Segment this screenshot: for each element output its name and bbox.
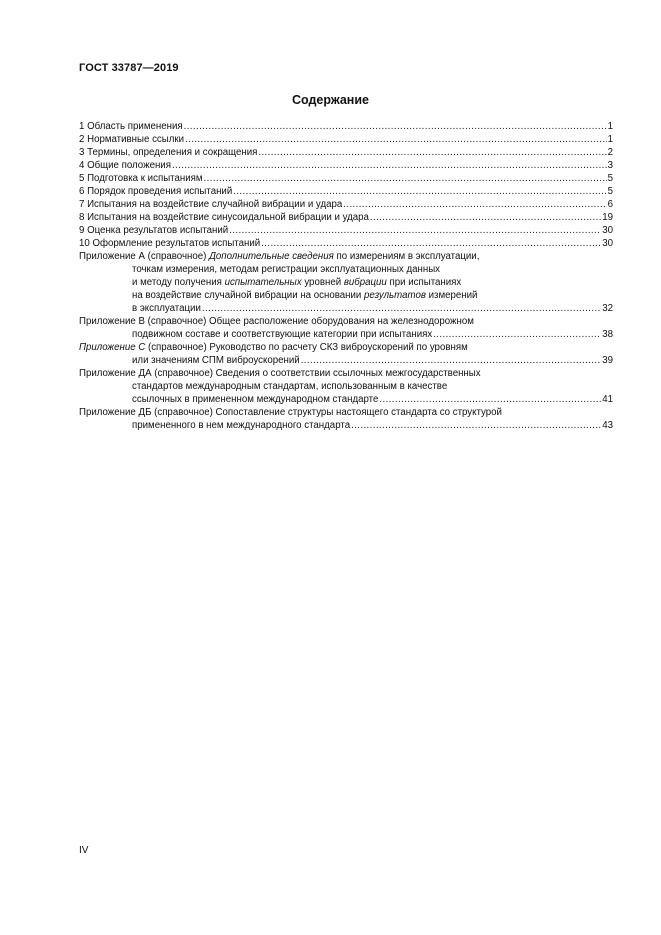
- toc-entry-title: 10 Оформление результатов испытаний: [79, 238, 261, 249]
- leader-dots: [261, 237, 601, 250]
- document-code: ГОСТ 33787—2019: [79, 62, 179, 74]
- toc-page-number: 3: [607, 160, 613, 171]
- toc-page-number: 32: [602, 303, 613, 314]
- leader-dots: [343, 198, 606, 211]
- toc-entry-appendix-a[interactable]: Приложение А (справочное) Дополнительные сведения по измерениям в эксплуатации, точкам измерения, методам регистрации эксплуатационных данных и методу получения испытательных уровней вибрации при испытаниях на воздействие случайной вибрации на основании результатов измерений в эксплуатации ..... 32: [79, 250, 613, 315]
- leader-dots: [370, 211, 601, 224]
- toc-entry[interactable]: [79, 185, 613, 198]
- leader-dots: [258, 146, 606, 159]
- toc-entry[interactable]: [79, 237, 613, 250]
- toc-entry[interactable]: [79, 224, 613, 237]
- leader-dots: [172, 159, 607, 172]
- toc-entry[interactable]: [79, 133, 613, 146]
- toc-entry[interactable]: [79, 172, 613, 185]
- toc-page-number: 43: [602, 420, 613, 431]
- toc-entry-title: 5 Подготовка к испытаниям: [79, 173, 203, 184]
- toc-entry-appendix-c[interactable]: Приложение С (справочное) Руководство по расчету СКЗ виброускорений по уровням или значениям СПМ виброускорений ..... 39: [79, 341, 613, 367]
- toc-entry-appendix-db[interactable]: Приложение ДБ (справочное) Сопоставление структуры настоящего стандарта со структурой примененного в нем международного стандарта ..... 43: [79, 406, 613, 432]
- leader-dots: [233, 185, 606, 198]
- leader-dots: [433, 328, 601, 341]
- toc-page-number: 6: [607, 199, 613, 210]
- toc-page-number: 30: [602, 225, 613, 236]
- toc-page-number: 41: [602, 394, 613, 405]
- toc-page-number: 1: [607, 134, 613, 145]
- leader-dots: [229, 224, 601, 237]
- leader-dots: [351, 419, 601, 432]
- toc-entry[interactable]: [79, 211, 613, 224]
- toc-page-number: 19: [602, 212, 613, 223]
- toc-entry-appendix-da[interactable]: Приложение ДА (справочное) Сведения о соответствии ссылочных межгосударственных стандартов международным стандартам, использованным в качестве ссылочных в примененном международном стандарте ..... 41: [79, 367, 613, 406]
- toc-entry-title: 6 Порядок проведения испытаний: [79, 186, 233, 197]
- toc-page-number: 2: [607, 147, 613, 158]
- leader-dots: [204, 172, 607, 185]
- toc-entry[interactable]: [79, 198, 613, 211]
- toc-entry-title: 4 Общие положения: [79, 160, 171, 171]
- leader-dots: [185, 133, 607, 146]
- toc-page-number: 1: [607, 121, 613, 132]
- leader-dots: [379, 393, 601, 406]
- toc-entry-title: 7 Испытания на воздействие случайной вибрации и удара: [79, 199, 343, 210]
- leader-dots: [202, 302, 601, 315]
- toc-title: Содержание: [291, 93, 369, 107]
- toc-entry-title: 8 Испытания на воздействие синусоидальной вибрации и удара: [79, 212, 369, 223]
- toc-page-number: 38: [602, 329, 613, 340]
- toc-entry-title: 3 Термины, определения и сокращения: [79, 147, 258, 158]
- toc-entry-title: 9 Оценка результатов испытаний: [79, 225, 229, 236]
- toc-entry[interactable]: [79, 159, 613, 172]
- toc-entry[interactable]: [79, 146, 613, 159]
- toc-entry-title: 2 Нормативные ссылки: [79, 134, 185, 145]
- toc-page-number: 30: [602, 238, 613, 249]
- leader-dots: [184, 120, 607, 133]
- toc-page-number: 5: [607, 186, 613, 197]
- toc-entry-appendix-b[interactable]: Приложение В (справочное) Общее расположение оборудования на железнодорожном подвижном составе и соответствующие категории при испытаниях ..... 38: [79, 315, 613, 341]
- toc-entry[interactable]: [79, 120, 613, 133]
- toc-page-number: 5: [607, 173, 613, 184]
- toc-page-number: 39: [602, 355, 613, 366]
- page-number: IV: [79, 845, 89, 856]
- table-of-contents: [79, 120, 613, 432]
- leader-dots: [301, 354, 602, 367]
- toc-entry-title: 1 Область применения: [79, 121, 183, 132]
